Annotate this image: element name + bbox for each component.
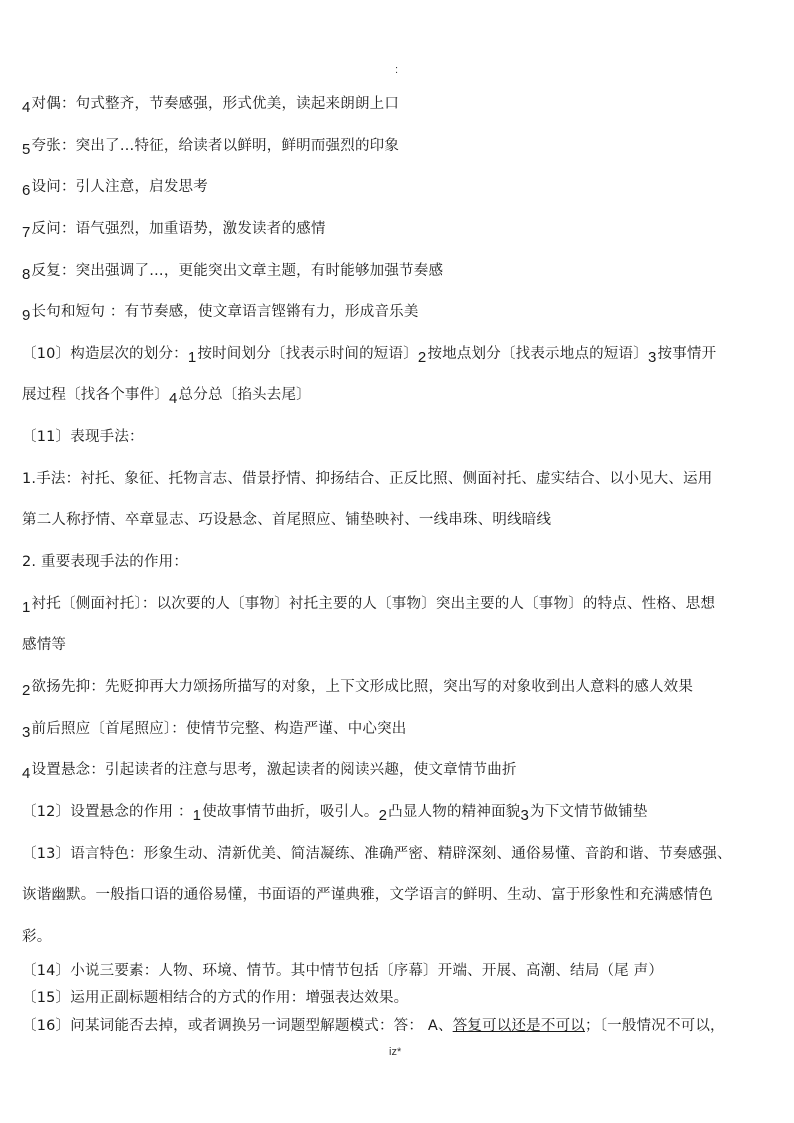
list-item: 4设置悬念：引起读者的注意与思考，激起读者的阅读兴趣，使文章情节曲折: [22, 762, 517, 780]
section-13-line-3: 彩。: [22, 929, 52, 945]
list-item-continuation: 感情等: [22, 637, 67, 653]
section-11-techniques-2: 第二人称抒情、卒章显志、巧设悬念、首尾照应、铺垫映衬、一线串珠、明线暗线: [22, 512, 552, 528]
section-13-line-2: 诙谐幽默。一般指口语的通俗易懂，书面语的严谨典雅，文学语言的鲜明、生动、富于形象性和充满感情色: [22, 887, 713, 903]
section-16-line: 〔16〕问某词能否去掉，或者调换另一词题型解题模式：答： A、答复可以还是不可以；〔一般情况不可以，: [22, 1018, 725, 1034]
section-12-line: 〔12〕设置悬念的作用 ：1使故事情节曲折，吸引人。2凸显人物的精神面貌3为下文情节做铺垫: [22, 804, 648, 822]
section-11-subheading: 2. 重要表现手法的作用：: [22, 554, 189, 570]
list-item: 1衬托〔侧面衬托〕：以次要的人〔事物〕衬托主要的人〔事物〕突出主要的人〔事物〕的特点、性格、思想: [22, 596, 716, 614]
section-11-heading: 〔11〕表现手法：: [22, 429, 144, 445]
list-item: 5夸张：突出了…特征，给读者以鲜明，鲜明而强烈的印象: [22, 138, 400, 156]
list-item: 3前后照应〔首尾照应〕：使情节完整、构造严谨、中心突出: [22, 721, 407, 739]
footer-mark: iz*: [389, 1046, 402, 1058]
section-15-line: 〔15〕运用正副标题相结合的方式的作用：增强表达效果。: [22, 990, 409, 1006]
list-item: 9长句和短句 ：有节奏感，使文章语言铿锵有力，形成音乐美: [22, 304, 419, 322]
list-item: 8反复：突出强调了…，更能突出文章主题，有时能够加强节奏感: [22, 263, 444, 281]
section-13-line-1: 〔13〕语言特色：形象生动、清新优美、简洁凝练、准确严密、精辟深刻、通俗易懂、音韵和谐、节奏感强、: [22, 846, 732, 862]
section-10-line-2: 展过程〔找各个事件〕4总分总〔掐头去尾〕: [22, 387, 311, 405]
section-10-line-1: 〔10〕构造层次的划分：1按时间划分〔找表示时间的短语〕2按地点划分〔找表示地点的短语〕3按事情开: [22, 346, 717, 364]
section-14-line: 〔14〕小说三要素：人物、环境、情节。其中情节包括〔序幕〕开端、开展、高潮、结局（尾 声）: [22, 963, 664, 979]
section-11-techniques-1: 1.手法：衬托、象征、托物言志、借景抒情、抑扬结合、正反比照、侧面衬托、虚实结合、以小见大、运用: [22, 471, 713, 487]
header-mark: :: [395, 64, 399, 76]
list-item: 4对偶：句式整齐，节奏感强，形式优美，读起来朗朗上口: [22, 96, 400, 114]
list-item: 6设问：引人注意，启发思考: [22, 179, 208, 197]
list-item: 2欲扬先抑：先贬抑再大力颂扬所描写的对象，上下文形成比照，突出写的对象收到出人意料的感人效果: [22, 679, 694, 697]
list-item: 7反问：语气强烈，加重语势，激发读者的感情: [22, 221, 326, 239]
